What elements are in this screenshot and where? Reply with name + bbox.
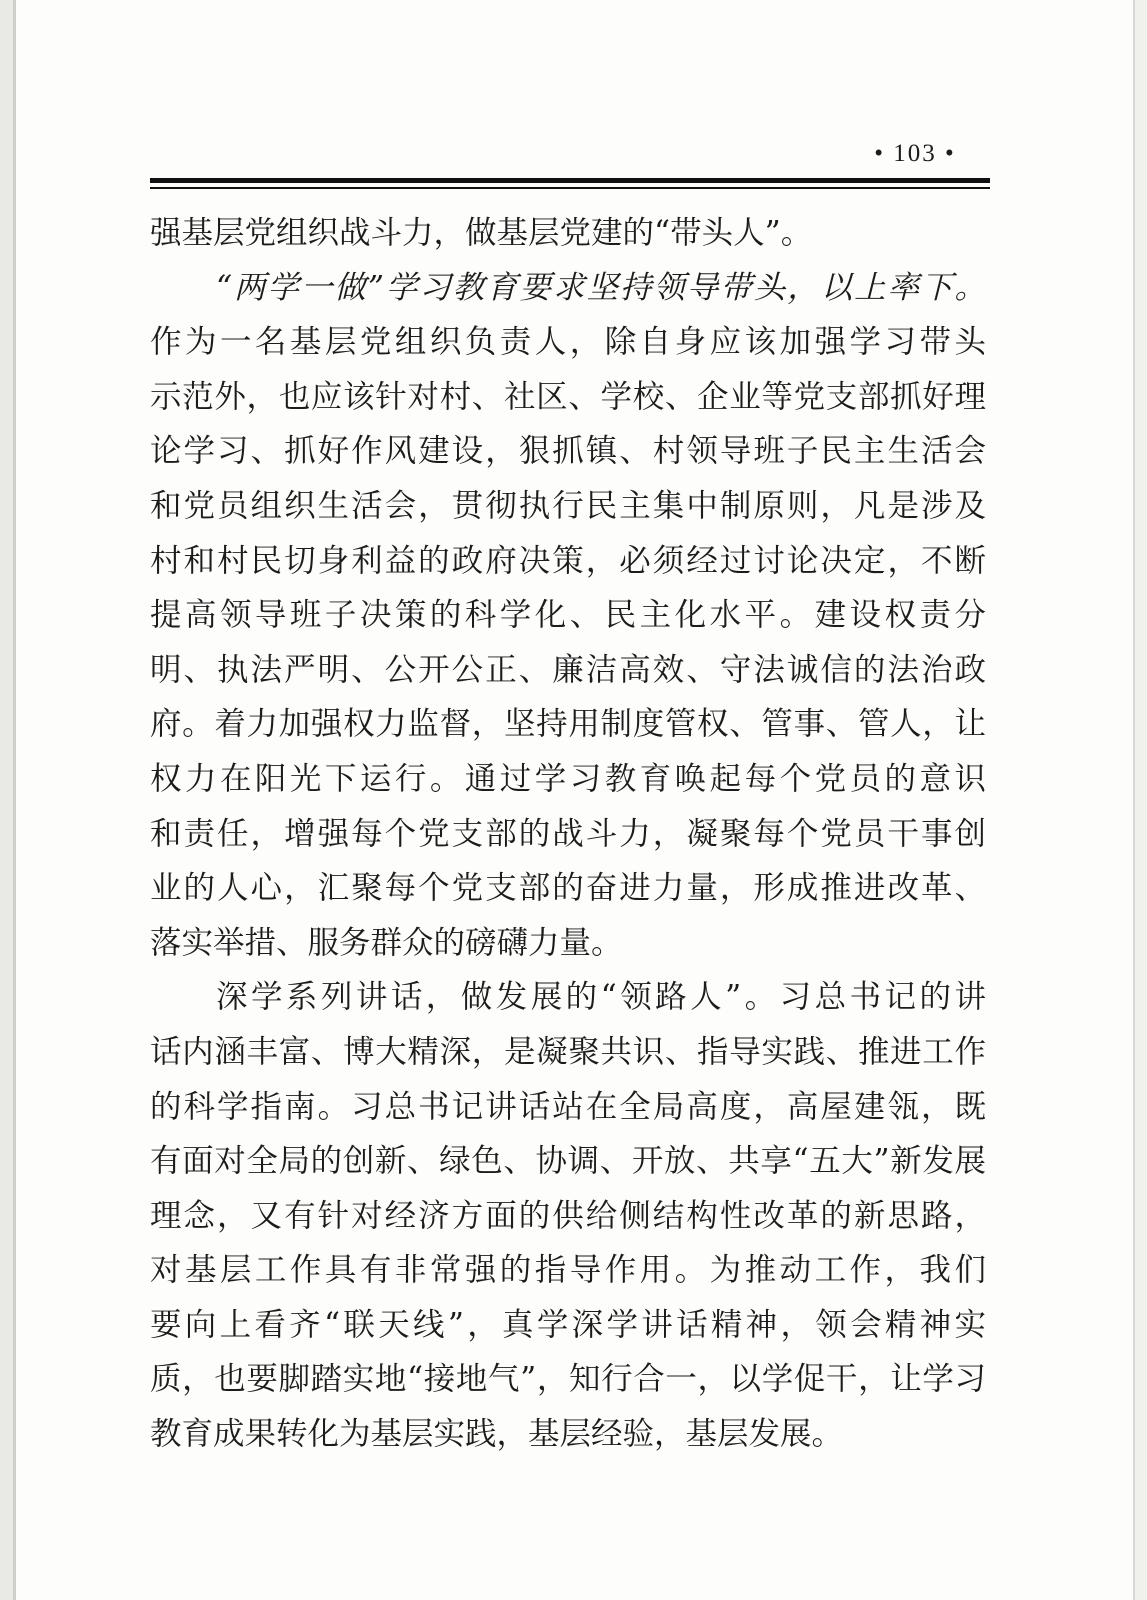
text-line: 落实举措、服务群众的磅礴力量。 bbox=[150, 924, 623, 961]
text-line: 对基层工作具有非常强的指导作用。为推动工作，我们 bbox=[150, 1252, 986, 1289]
text-line: “两学一做”学习教育要求坚持领导带头，以上率下。 bbox=[216, 269, 986, 306]
text-line: 的科学指南。习总书记讲话站在全局高度，高屋建瓴，既 bbox=[150, 1088, 986, 1125]
text-line: 府。着力加强权力监督，坚持用制度管权、管事、管人，让 bbox=[150, 706, 986, 743]
text-line: 深学系列讲话，做发展的“领路人”。习总书记的讲 bbox=[216, 979, 986, 1016]
text-line: 有面对全局的创新、绿色、协调、开放、共享“五大”新发展 bbox=[150, 1143, 986, 1180]
text-line: 要向上看齐“联天线”，真学深学讲话精神，领会精神实 bbox=[150, 1306, 986, 1343]
text-line: 理念，又有针对经济方面的供给侧结构性改革的新思路， bbox=[150, 1197, 986, 1234]
body-text bbox=[150, 206, 986, 1462]
text-line: 村和村民切身利益的政府决策，必须经过讨论决定，不断 bbox=[150, 542, 986, 579]
page-number: • 103 • bbox=[874, 140, 956, 167]
text-line: 强基层党组织战斗力，做基层党建的“带头人”。 bbox=[150, 215, 813, 251]
text-line: 提高领导班子决策的科学化、民主化水平。建设权责分 bbox=[150, 597, 986, 634]
text-line: 权力在阳光下运行。通过学习教育唤起每个党员的意识 bbox=[150, 760, 986, 797]
header-rule-thin bbox=[150, 187, 990, 189]
text-line: 和责任，增强每个党支部的战斗力，凝聚每个党员干事创 bbox=[150, 815, 986, 852]
text-line: 质，也要脚踏实地“接地气”，知行合一，以学促干，让学习 bbox=[150, 1361, 986, 1398]
text-line: 和党员组织生活会，贯彻执行民主集中制原则，凡是涉及 bbox=[150, 487, 986, 524]
scan-right-edge bbox=[1133, 0, 1147, 1600]
scan-left-edge bbox=[0, 0, 16, 1600]
header-rule-thick bbox=[150, 178, 990, 183]
text-line: 论学习、抓好作风建设，狠抓镇、村领导班子民主生活会 bbox=[150, 433, 986, 470]
text-line: 教育成果转化为基层实践，基层经验，基层发展。 bbox=[150, 1416, 844, 1453]
text-line: 话内涵丰富、博大精深，是凝聚共识、指导实践、推进工作 bbox=[150, 1033, 986, 1070]
text-line: 示范外，也应该针对村、社区、学校、企业等党支部抓好理 bbox=[150, 378, 986, 415]
text-line: 明、执法严明、公开公正、廉洁高效、守法诚信的法治政 bbox=[150, 651, 986, 688]
text-line: 业的人心，汇聚每个党支部的奋进力量，形成推进改革、 bbox=[150, 870, 986, 907]
text-line: 作为一名基层党组织负责人，除自身应该加强学习带头 bbox=[150, 324, 986, 361]
